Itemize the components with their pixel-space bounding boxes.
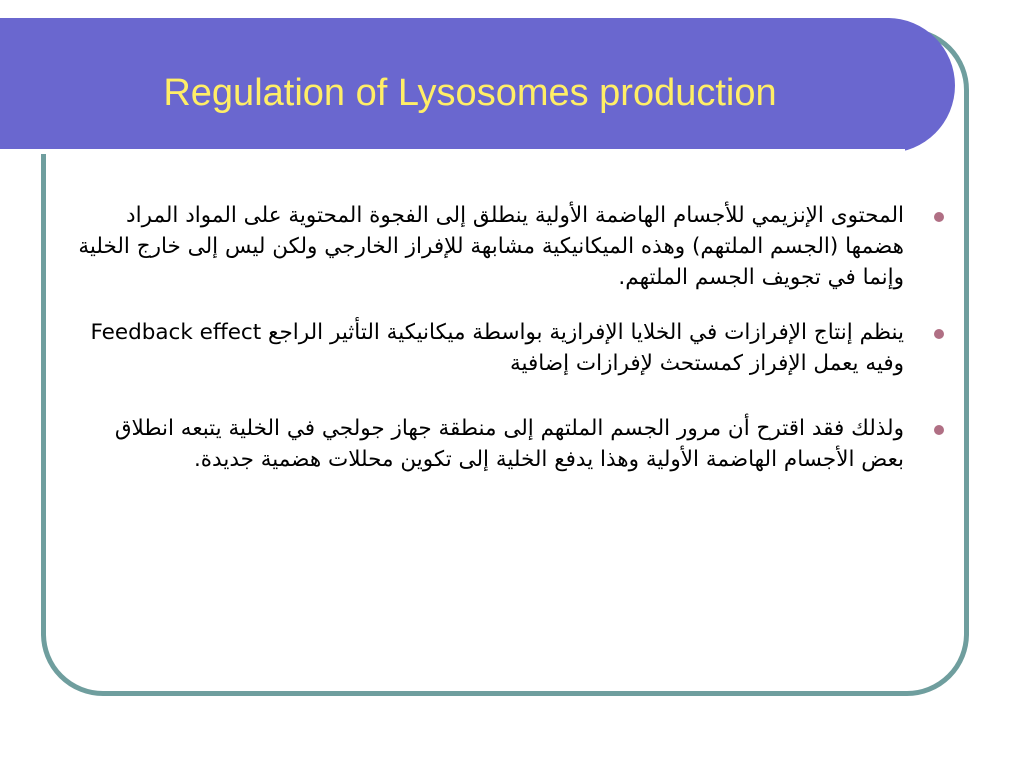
- bullet-item: [78, 200, 952, 293]
- bullet-text: ينظم إنتاج الإفرازات في الخلايا الإفرازية بواسطة ميكانيكية التأثير الراجع Feedback effect وفيه يعمل الإفراز كمستحث لإفرازات إضافية: [90, 320, 904, 376]
- bullet-item: [78, 413, 952, 475]
- bullet-dot-icon: [934, 425, 944, 435]
- bullet-text: ولذلك فقد اقترح أن مرور الجسم الملتهم إلى منطقة جهاز جولجي في الخلية يتبعه انطلاق بعض الأجسام الهاضمة الأولية وهذا يدفع الخلية إلى تكوين محللات هضمية جديدة.: [114, 416, 904, 472]
- bullet-dot-icon: [934, 329, 944, 339]
- title-bar: [0, 18, 955, 153]
- bullet-item: [78, 317, 952, 379]
- bullet-text: المحتوى الإنزيمي للأجسام الهاضمة الأولية ينطلق إلى الفجوة المحتوية على المواد المراد هضمها (الجسم الملتهم) وهذه الميكانيكية مشابهة للإفراز الخارجي ولكن ليس إلى خارج الخلية وإنما في تجويف الجسم الملتهم.: [78, 203, 904, 290]
- bullet-list: [78, 200, 952, 499]
- title-underline: [0, 149, 905, 154]
- bullet-dot-icon: [934, 212, 944, 222]
- slide-title: Regulation of Lysosomes production: [163, 72, 777, 114]
